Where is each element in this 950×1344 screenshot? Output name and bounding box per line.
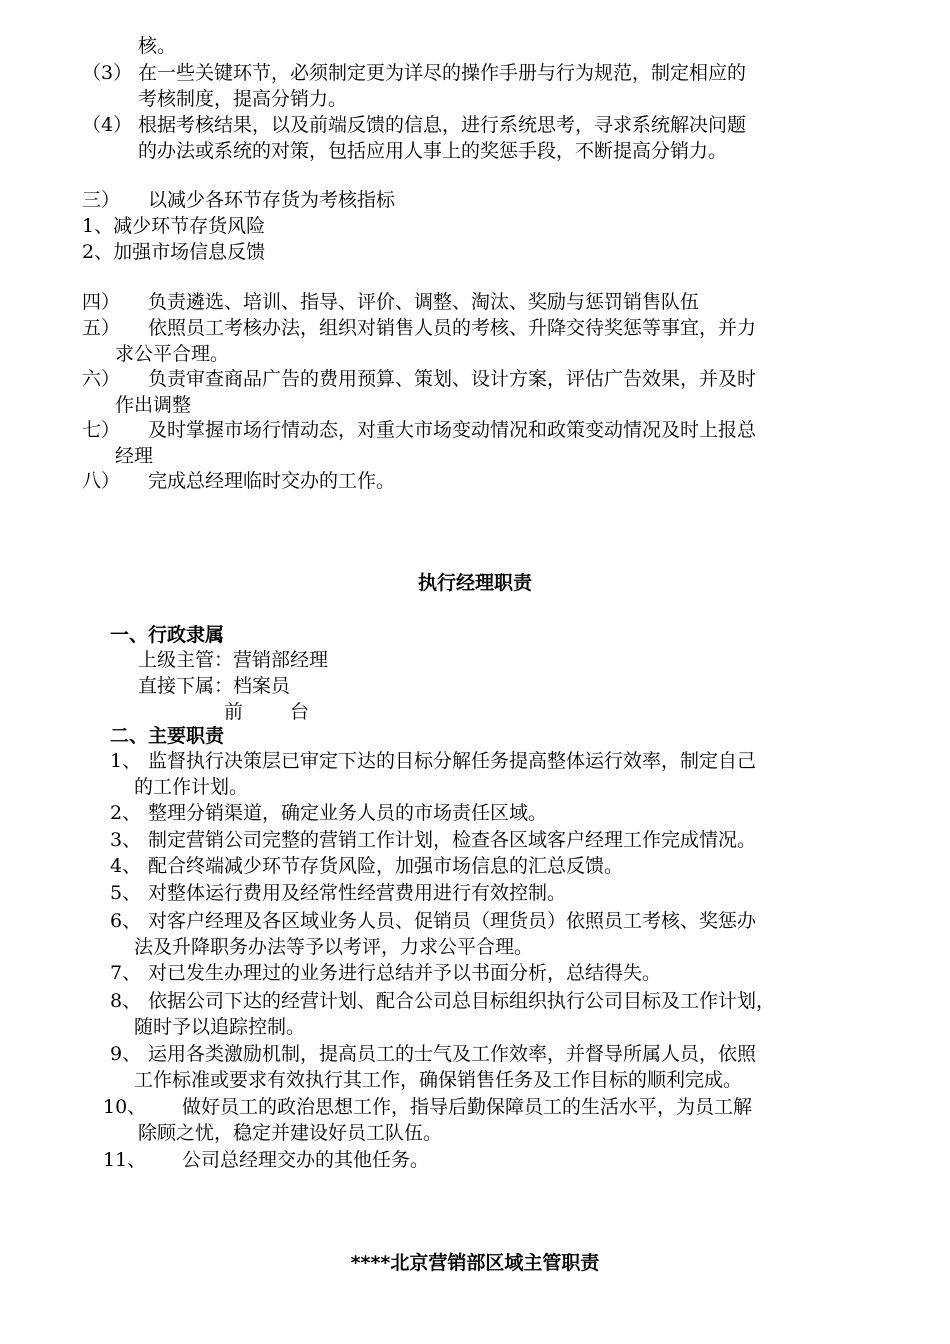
continuation-line: 核。 bbox=[138, 35, 177, 57]
duty-10-line2: 除顾之忧，稳定并建设好员工队伍。 bbox=[138, 1122, 443, 1144]
duty-1-number: 1、 bbox=[110, 750, 142, 772]
item-4-number: （4） bbox=[82, 114, 133, 136]
duty-5-number: 5、 bbox=[110, 882, 142, 904]
exec-subordinate: 直接下属：档案员 bbox=[138, 675, 291, 697]
section-3-text: 以减少各环节存货为考核指标 bbox=[148, 189, 396, 211]
item-3-number: （3） bbox=[82, 62, 133, 84]
duty-3-line1: 制定营销公司完整的营销工作计划，检查各区域客户经理工作完成情况。 bbox=[148, 829, 757, 851]
section-5-line1: 依照员工考核办法，组织对销售人员的考核、升降交待奖惩等事宜，并力 bbox=[148, 317, 757, 339]
duty-11-number: 11、 bbox=[103, 1149, 147, 1171]
duty-2-number: 2、 bbox=[110, 802, 142, 824]
section-7-line2: 经理 bbox=[115, 445, 154, 467]
duty-1-line1: 监督执行决策层已审定下达的目标分解任务提高整体运行效率，制定自己 bbox=[148, 750, 757, 772]
section-8-number: 八） bbox=[82, 470, 121, 492]
exec-superior: 上级主管：营销部经理 bbox=[138, 649, 329, 671]
duty-6-number: 6、 bbox=[110, 910, 142, 932]
section-6-line2: 作出调整 bbox=[115, 394, 192, 416]
section-8-text: 完成总经理临时交办的工作。 bbox=[148, 470, 396, 492]
duty-8-line1: 依据公司下达的经营计划、配合公司总目标组织执行公司目标及工作计划， bbox=[148, 990, 776, 1012]
item-3-line2: 考核制度，提高分销力。 bbox=[138, 88, 348, 110]
next-section-title: ****北京营销部区域主管职责 bbox=[350, 1252, 600, 1274]
section-7-line1: 及时掌握市场行情动态，对重大市场变动情况和政策变动情况及时上报总 bbox=[148, 419, 757, 441]
item-4-line2: 的办法或系统的对策，包括应用人事上的奖惩手段，不断提高分销力。 bbox=[138, 140, 728, 162]
exec-heading-duties: 二、主要职责 bbox=[110, 725, 225, 747]
exec-heading-admin: 一、行政隶属 bbox=[110, 624, 225, 646]
duty-1-line2: 的工作计划。 bbox=[134, 776, 249, 798]
exec-subordinate-front-b: 台 bbox=[290, 701, 310, 723]
exec-subordinate-front-a: 前 bbox=[224, 701, 244, 723]
duty-9-line1: 运用各类激励机制，提高员工的士气及工作效率，并督导所属人员，依照 bbox=[148, 1043, 757, 1065]
section-5-number: 五） bbox=[82, 317, 121, 339]
section-3-item-2: 2、加强市场信息反馈 bbox=[82, 241, 266, 263]
duty-9-line2: 工作标准或要求有效执行其工作，确保销售任务及工作目标的顺利完成。 bbox=[134, 1069, 743, 1091]
section-4-number: 四） bbox=[82, 291, 121, 313]
duty-9-number: 9、 bbox=[110, 1043, 142, 1065]
item-3-line1: 在一些关键环节，必须制定更为详尽的操作手册与行为规范，制定相应的 bbox=[138, 62, 747, 84]
duty-8-number: 8、 bbox=[110, 990, 142, 1012]
duty-11-line1: 公司总经理交办的其他任务。 bbox=[182, 1149, 430, 1171]
section-4-text: 负责遴选、培训、指导、评价、调整、淘汰、奖励与惩罚销售队伍 bbox=[148, 291, 700, 313]
section-3-number: 三） bbox=[82, 189, 121, 211]
section-3-item-1: 1、减少环节存货风险 bbox=[82, 215, 266, 237]
duty-6-line1: 对客户经理及各区域业务人员、促销员（理货员）依照员工考核、奖惩办 bbox=[148, 910, 757, 932]
duty-3-number: 3、 bbox=[110, 829, 142, 851]
exec-section-title: 执行经理职责 bbox=[417, 572, 532, 594]
section-6-number: 六） bbox=[82, 368, 121, 390]
duty-5-line1: 对整体运行费用及经常性经营费用进行有效控制。 bbox=[148, 882, 567, 904]
duty-10-number: 10、 bbox=[103, 1096, 147, 1118]
duty-4-number: 4、 bbox=[110, 855, 142, 877]
item-4-line1: 根据考核结果，以及前端反馈的信息，进行系统思考，寻求系统解决问题 bbox=[138, 114, 747, 136]
duty-6-line2: 法及升降职务办法等予以考评，力求公平合理。 bbox=[134, 936, 534, 958]
duty-10-line1: 做好员工的政治思想工作，指导后勤保障员工的生活水平，为员工解 bbox=[182, 1096, 753, 1118]
section-7-number: 七） bbox=[82, 419, 121, 441]
duty-7-line1: 对已发生办理过的业务进行总结并予以书面分析，总结得失。 bbox=[148, 962, 662, 984]
section-5-line2: 求公平合理。 bbox=[115, 343, 230, 365]
duty-8-line2: 随时予以追踪控制。 bbox=[134, 1016, 306, 1038]
duty-2-line1: 整理分销渠道，确定业务人员的市场责任区域。 bbox=[148, 802, 548, 824]
section-6-line1: 负责审查商品广告的费用预算、策划、设计方案，评估广告效果，并及时 bbox=[148, 368, 757, 390]
duty-4-line1: 配合终端减少环节存货风险，加强市场信息的汇总反馈。 bbox=[148, 855, 624, 877]
duty-7-number: 7、 bbox=[110, 962, 142, 984]
